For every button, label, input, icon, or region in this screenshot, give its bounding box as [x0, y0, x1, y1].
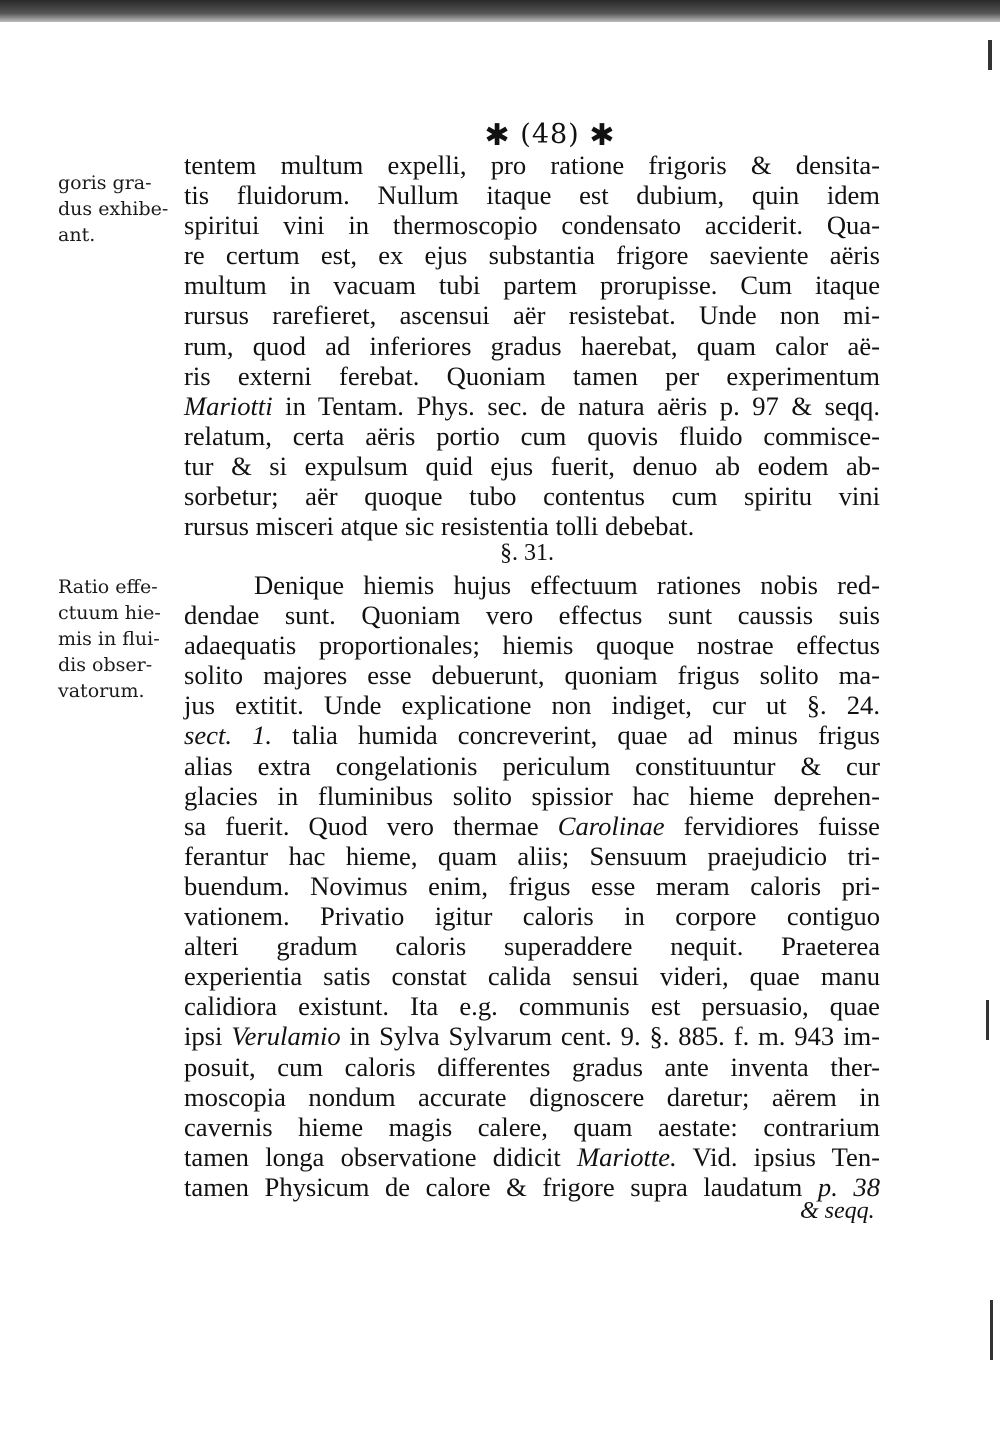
- margin-note-line: Ratio effe-: [58, 576, 158, 598]
- text-run: tur & si expulsum quid ejus fuerit, denuo ab eodem ab-: [184, 450, 880, 481]
- scan-speck: [988, 40, 992, 70]
- text-run: ferantur hac hieme, quam aliis; Sensuum praejudicio tri-: [184, 840, 880, 871]
- text-run: alias extra congelationis periculum constituuntur & cur: [184, 750, 880, 781]
- italic-phrase: Mariotte.: [577, 1141, 677, 1172]
- text-run: tamen Physicum de calore & frigore supra laudatum: [184, 1171, 818, 1202]
- text-line: [184, 690, 880, 720]
- asterisk-ornament-icon: ✱: [484, 118, 511, 153]
- text-run: rum, quod ad inferiores gradus haerebat, quam calor aë-: [184, 330, 880, 361]
- text-run: re certum est, ex ejus substantia frigore saeviente aëris: [184, 240, 880, 271]
- text-line: [184, 1021, 880, 1051]
- text-line: [184, 1172, 880, 1202]
- margin-note-line: ant.: [58, 224, 96, 246]
- section-heading: §. 31.: [500, 540, 554, 566]
- page-header: [440, 116, 660, 154]
- margin-note-line: dis obser-: [58, 654, 153, 676]
- text-line: [184, 150, 880, 180]
- text-line: [184, 841, 880, 871]
- text-run: sa fuerit. Quod vero thermae: [184, 810, 558, 841]
- text-run: ris externi ferebat. Quoniam tamen per experimentum: [184, 360, 880, 391]
- italic-phrase: p. 38: [817, 1171, 881, 1202]
- text-line: [184, 361, 880, 391]
- margin-note-line: ctuum hie-: [58, 602, 161, 624]
- text-run: experientia satis constat calida sensui videri, quae manu: [184, 961, 880, 992]
- margin-note-top: [58, 170, 182, 248]
- text-run: relatum, certa aëris portio cum quovis fluido commisce-: [184, 420, 880, 451]
- text-line: [184, 600, 880, 630]
- text-run: jus extitit. Unde explicatione non indiget, cur ut §. 24.: [184, 690, 880, 721]
- italic-phrase: Verulamio: [231, 1021, 341, 1052]
- paragraph-1: [184, 150, 880, 541]
- text-run: sorbetur; aër quoque tubo contentus cum spiritu vini: [184, 481, 880, 512]
- text-run: in Sylva Sylvarum cent. 9. §. 885. f. m. 943 im-: [340, 1021, 880, 1052]
- text-run: multum in vacuam tubi partem prorupisse. Cum itaque: [184, 270, 880, 301]
- margin-note-line: vatorum.: [58, 680, 145, 702]
- text-line: [184, 1112, 880, 1142]
- text-line: [184, 300, 880, 330]
- margin-note-line: mis in flui-: [58, 628, 160, 650]
- text-line: [184, 1052, 880, 1082]
- text-line: [184, 451, 880, 481]
- text-line: [184, 991, 880, 1021]
- scan-speck: [986, 1000, 989, 1040]
- text-run: posuit, cum caloris differentes gradus ante inventa ther-: [184, 1051, 880, 1082]
- text-line: [184, 931, 880, 961]
- text-line: [184, 1142, 880, 1172]
- text-run: solito majores esse debuerunt, quoniam frigus solito ma-: [184, 660, 880, 691]
- text-run: rursus rarefieret, ascensui aër resistebat. Unde non mi-: [184, 300, 880, 331]
- text-line: [184, 1082, 880, 1112]
- text-line: [184, 511, 880, 541]
- italic-phrase: sect. 1.: [184, 720, 273, 751]
- text-line: [184, 961, 880, 991]
- scan-top-edge: [0, 0, 1000, 22]
- text-line: [184, 570, 880, 600]
- text-run: fervidiores fuisse: [664, 810, 880, 841]
- paragraph-2: [184, 570, 880, 1202]
- text-run: in Tentam. Phys. sec. de natura aëris p. 97 & seqq.: [272, 390, 880, 421]
- text-run: spiritui vini in thermoscopio condensato acciderit. Qua-: [184, 210, 880, 241]
- text-run: calidiora existunt. Ita e.g. communis est persuasio, quae: [184, 991, 880, 1022]
- text-run: talia humida concreverint, quae ad minus frigus: [272, 720, 880, 751]
- text-run: rursus misceri atque sic resistentia tolli debebat.: [184, 511, 695, 542]
- text-line: [184, 270, 880, 300]
- text-line: [184, 720, 880, 750]
- text-tail: & seqq.: [800, 1198, 875, 1224]
- text-line: [184, 240, 880, 270]
- scan-speck: [990, 1300, 993, 1360]
- text-run: alteri gradum caloris superaddere nequit. Praeterea: [184, 931, 880, 962]
- italic-phrase: Mariotti: [184, 390, 273, 421]
- text-line: [184, 180, 880, 210]
- margin-note-line: dus exhibe-: [58, 198, 169, 220]
- text-line: [184, 811, 880, 841]
- text-run: cavernis hieme magis calere, quam aestate: contrarium: [184, 1111, 880, 1142]
- text-line: [184, 331, 880, 361]
- text-run: tamen longa observatione didicit: [184, 1141, 578, 1172]
- margin-note-bottom: [58, 574, 182, 704]
- text-line: [184, 630, 880, 660]
- page-number: (48): [520, 119, 580, 150]
- text-line: [184, 660, 880, 690]
- text-line: [184, 481, 880, 511]
- text-run: ipsi: [184, 1021, 232, 1052]
- text-run: moscopia nondum accurate dignoscere daretur; aërem in: [184, 1081, 880, 1112]
- asterisk-ornament-icon: ✱: [589, 118, 616, 153]
- italic-phrase: Carolinae: [557, 810, 665, 841]
- text-line: [184, 781, 880, 811]
- text-line: [184, 391, 880, 421]
- text-run: Vid. ipsius Ten-: [676, 1141, 880, 1172]
- text-run: vationem. Privatio igitur caloris in corpore contiguo: [184, 901, 880, 932]
- text-line: [184, 421, 880, 451]
- text-run: adaequatis proportionales; hiemis quoque nostrae effectus: [184, 630, 880, 661]
- text-run: buendum. Novimus enim, frigus esse meram caloris pri-: [184, 870, 880, 901]
- text-run: dendae sunt. Quoniam vero effectus sunt caussis suis: [184, 600, 880, 631]
- text-line: [184, 901, 880, 931]
- text-run: Denique hiemis hujus effectuum rationes nobis red-: [254, 570, 880, 600]
- margin-note-line: goris gra-: [58, 172, 152, 194]
- text-run: tentem multum expelli, pro ratione frigoris & densita-: [184, 150, 880, 180]
- text-line: [184, 751, 880, 781]
- text-line: [184, 210, 880, 240]
- text-run: glacies in fluminibus solito spissior hac hieme deprehen-: [184, 780, 880, 811]
- text-line: [184, 871, 880, 901]
- text-run: tis fluidorum. Nullum itaque est dubium, quin idem: [184, 180, 880, 211]
